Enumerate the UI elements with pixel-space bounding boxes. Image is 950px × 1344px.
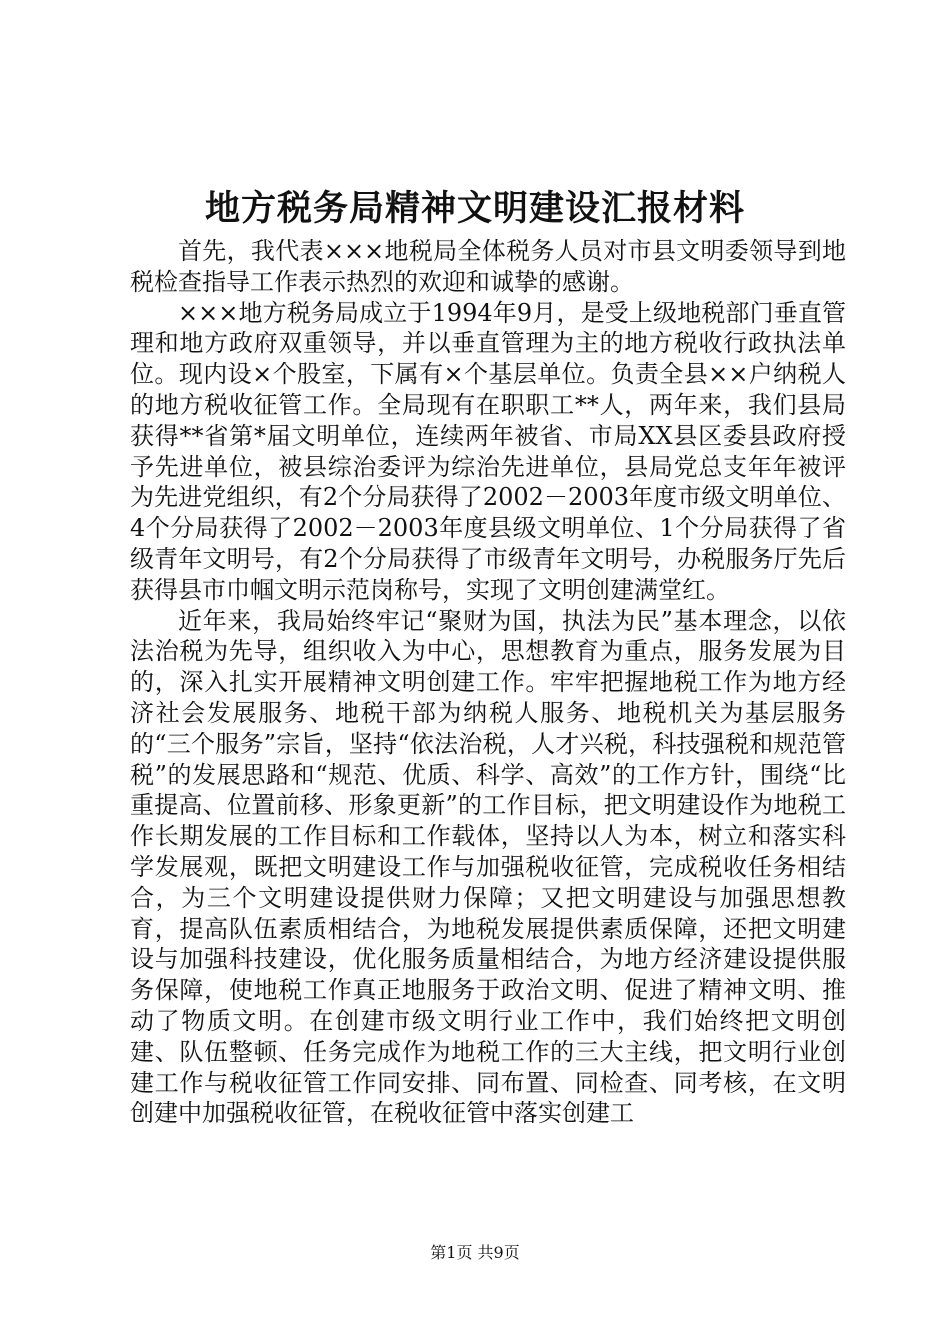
document-title: 地方税务局精神文明建设汇报材料 [204, 188, 745, 229]
paragraph-bureau-overview: ×××地方税务局成立于1994年9月，是受上级地税部门垂直管理和地方政府双重领导，并以垂直管理为主的地方税收行政执法单位。现内设×个股室，下属有×个基层单位。负责全县××户纳税人的地方税收征管工作。全局现有在职职工**人，两年来，我们县局获得**省第*届文明单位，连续两年被省、市局XX县区委县政府授予先进单位，被县综治委评为综治先进单位，县局党总支年年被评为先进党组织，有2个分局获得了2002－2003年度市级文明单位、4个分局获得了2002－2003年度县级文明单位、1个分局获得了省级青年文明号，有2个分局获得了市级青年文明号，办税服务厅先后获得县市巾帼文明示范岗称号，实现了文明创建满堂红。 [130, 298, 846, 604]
document-body [130, 236, 846, 1129]
paragraph-civilization-work: 近年来，我局始终牢记“聚财为国，执法为民”基本理念，以依法治税为先导，组织收入为中心，思想教育为重点，服务发展为目的，深入扎实开展精神文明创建工作。牢牢把握地税工作为地方经济社会发展服务、地税干部为纳税人服务、地税机关为基层服务的“三个服务”宗旨，坚持“依法治税，人才兴税，科技强税和规范管税”的发展思路和“规范、优质、科学、高效”的工作方针，围绕“比重提高、位置前移、形象更新”的工作目标，把文明建设作为地税工作长期发展的工作目标和工作载体，坚持以人为本，树立和落实科学发展观，既把文明建设工作与加强税收征管，完成税收任务相结合，为三个文明建设提供财力保障；又把文明建设与加强思想教育，提高队伍素质相结合，为地税发展提供素质保障，还把文明建设与加强科技建设，优化服务质量相结合，为地方经济建设提供服务保障，使地税工作真正地服务于政治文明、促进了精神文明、推动了物质文明。在创建市级文明行业工作中，我们始终把文明创建、队伍整顿、任务完成作为地税工作的三大主线，把文明行业创建工作与税收征管工作同安排、同布置、同检查、同考核，在文明创建中加强税收征管，在税收征管中落实创建工 [130, 606, 846, 1128]
paragraph-welcome: 首先，我代表×××地税局全体税务人员对市县文明委领导到地税检查指导工作表示热烈的欢迎和诚挚的感谢。 [130, 237, 846, 296]
page-number-footer: 第1页 共9页 [430, 1243, 520, 1262]
